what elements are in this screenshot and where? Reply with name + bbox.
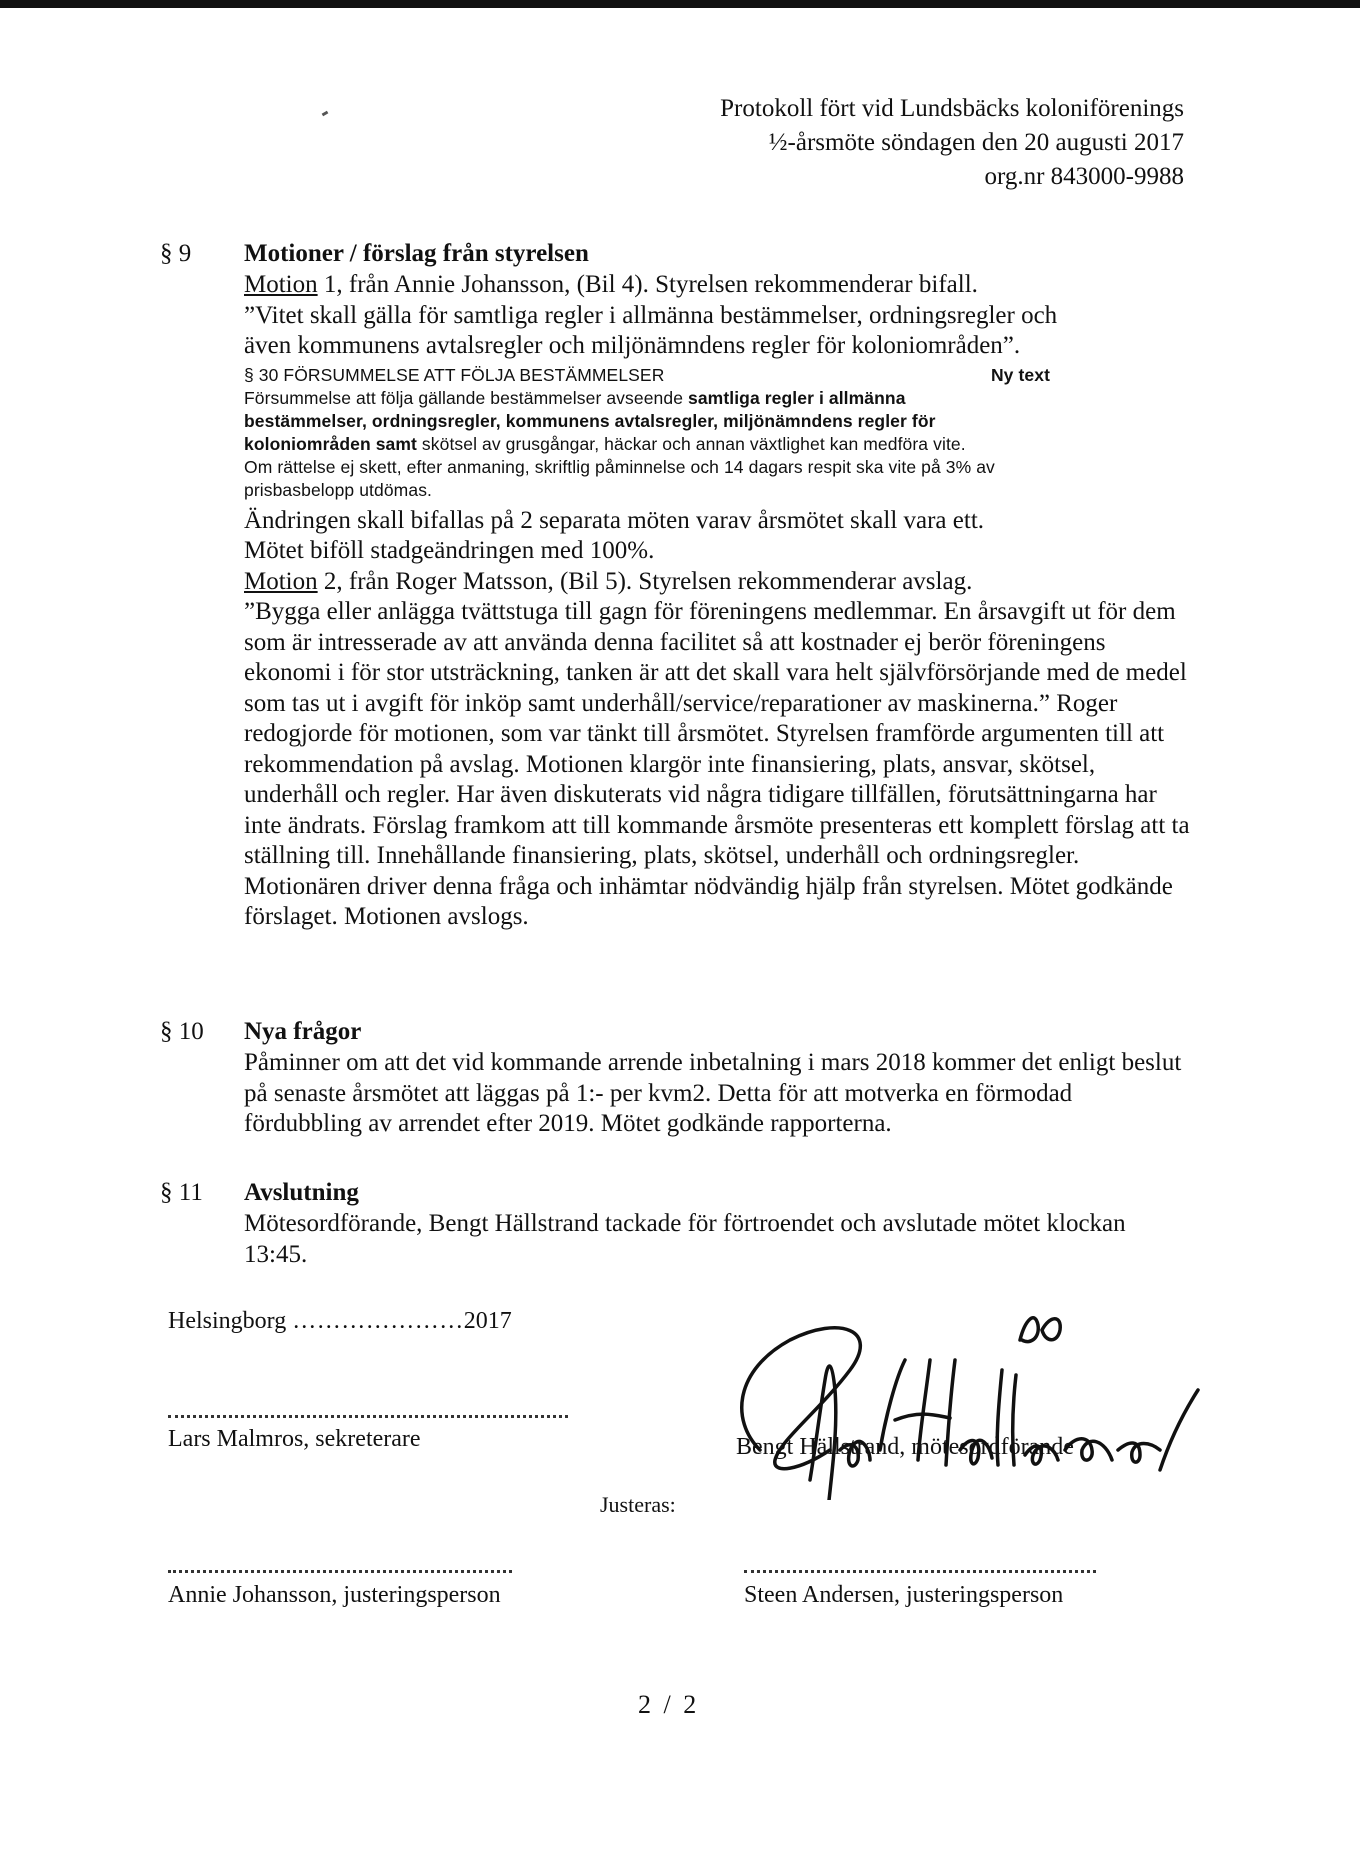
section-11-text: Mötesordförande, Bengt Hällstrand tackade för förtroendet och avslutade mötet klockan 13:45. (244, 1210, 1126, 1268)
section-10-number: § 10 (160, 1018, 204, 1045)
secretary-signature-line (168, 1415, 568, 1418)
motion-2-info: 2, från Roger Matsson, (Bil 5). Styrelsen rekommenderar avslag. (317, 567, 973, 595)
new-text-label: Ny text (990, 364, 1050, 385)
place-year: 2017 (463, 1308, 512, 1334)
chair-name: Bengt Hällstrand, mötesordförande (736, 1434, 1074, 1460)
adjuster-2-name: Steen Andersen, justeringsperson (744, 1582, 1064, 1608)
section-9-number: § 9 (160, 240, 192, 267)
motion-2-text: ”Bygga eller anlägga tvättstuga till gagn för föreningens medlemmar. En årsavgift ut för dem som är intresserade av att använda denna facilitet så att kostnader ej berör föreningens ekonomi i för stor utsträckning, tanken är att det skall vara helt självförsörjande med de medel som tas ut i avgift för inköp samt underhåll/service/reparationer av maskinerna.” Roger redogjorde för motionen, som var tänkt till årsmötet. Styrelsen framförde argumenten till att rekommendation på avslag. Motionen klargör inte finansiering, plats, ansvar, skötsel, underhåll och regler. Har även diskuterats vid några tidigare tillfällen, förutsättningarna har inte ändrats. Förslag framkom att till kommande årsmöte presenteras ett komplett förslag att ta ställning till. Innehållande finansiering, plats, skötsel, underhåll och ordningsregler. Motionären driver denna fråga och inhämtar nödvändig hjälp från styrelsen. Mötet godkände förslaget. Motionen avslogs. (244, 598, 1190, 930)
justeras-label: Justeras: (600, 1492, 676, 1517)
paragraph-30-penalty: Om rättelse ej skett, efter anmaning, skriftlig påminnelse och 14 dagars respit ska vite på 3% av prisbasbelopp utdömas. (244, 456, 995, 500)
section-11-number: § 11 (160, 1179, 203, 1206)
section-10-heading (160, 1016, 1200, 1048)
secretary-name: Lars Malmros, sekreterare (168, 1426, 421, 1452)
document-header (720, 92, 1184, 194)
motion-2-label: Motion (244, 567, 318, 595)
header-line-2: ½-årsmöte söndagen den 20 augusti 2017 (768, 129, 1184, 156)
adjuster-1-signature-line (168, 1570, 512, 1573)
section-10-title: Nya frågor (244, 1018, 362, 1045)
section-11 (160, 1177, 1200, 1270)
page-number: 2 / 2 (638, 1690, 700, 1719)
paragraph-30-text-c: skötsel av grusgångar, häckar och annan växtlighet kan medföra vite. (416, 433, 966, 454)
section-9-heading (160, 238, 1200, 270)
section-11-heading (160, 1177, 1200, 1209)
paragraph-30-text-bold: samtliga regler i allmänna bestämmelser, ordningsregler, kommunens avtalsregler, miljönämndens regler för koloniområden samt (244, 387, 936, 454)
section-9-body (244, 270, 1200, 933)
section-10 (160, 1016, 1200, 1140)
section-11-body (244, 1209, 1200, 1270)
section-9-title: Motioner / förslag från styrelsen (244, 240, 589, 267)
section-10-body (244, 1048, 1200, 1140)
paragraph-30-heading (244, 364, 1200, 387)
motion-1-label: Motion (244, 271, 318, 298)
section-9 (160, 238, 1200, 933)
motion-1-info: 1, från Annie Johansson, (Bil 4). Styrelsen rekommenderar bifall. (317, 271, 978, 298)
motion-1-quote-line-2: även kommunens avtalsregler och miljönämndens regler för koloniområden”. (244, 332, 1021, 359)
adjuster-2-signature-line (744, 1570, 1096, 1573)
section-11-title: Avslutning (244, 1179, 359, 1206)
motion-1-line (244, 270, 1200, 301)
paragraph-30-insert (244, 364, 1200, 502)
motion-2-line (244, 567, 1200, 598)
paragraph-30-title: § 30 FÖRSUMMELSE ATT FÖLJA BESTÄMMELSER (244, 364, 665, 385)
adjuster-1-name: Annie Johansson, justeringsperson (168, 1582, 501, 1608)
scan-top-edge (0, 0, 1360, 8)
scan-speck (322, 111, 329, 117)
paragraph-30-text (244, 387, 1200, 456)
header-line-3: org.nr 843000-9988 (984, 163, 1184, 190)
change-rule-line: Ändringen skall bifallas på 2 separata möten varav årsmötet skall vara ett. (244, 506, 985, 534)
change-approved-line: Mötet biföll stadgeändringen med 100%. (244, 537, 655, 564)
place-city: Helsingborg (168, 1308, 287, 1334)
date-blank: ………………… (292, 1308, 464, 1334)
place-date-line (168, 1308, 512, 1335)
header-line-1: Protokoll fört vid Lundsbäcks koloniförenings (720, 95, 1184, 122)
section-10-text: Påminner om att det vid kommande arrende inbetalning i mars 2018 kommer det enligt beslut på senaste årsmötet att läggas på 1:- per kvm2. Detta för att motverka en förmodad fördubbling av arrendet efter 2019. Mötet godkände rapporterna. (244, 1049, 1182, 1137)
chair-handwritten-signature (720, 1300, 1200, 1500)
paragraph-30-text-a: Försummelse att följa gällande bestämmelser avseende (244, 387, 688, 408)
motion-1-quote-line-1: ”Vitet skall gälla för samtliga regler i allmänna bestämmelser, ordningsregler och (244, 301, 1058, 329)
